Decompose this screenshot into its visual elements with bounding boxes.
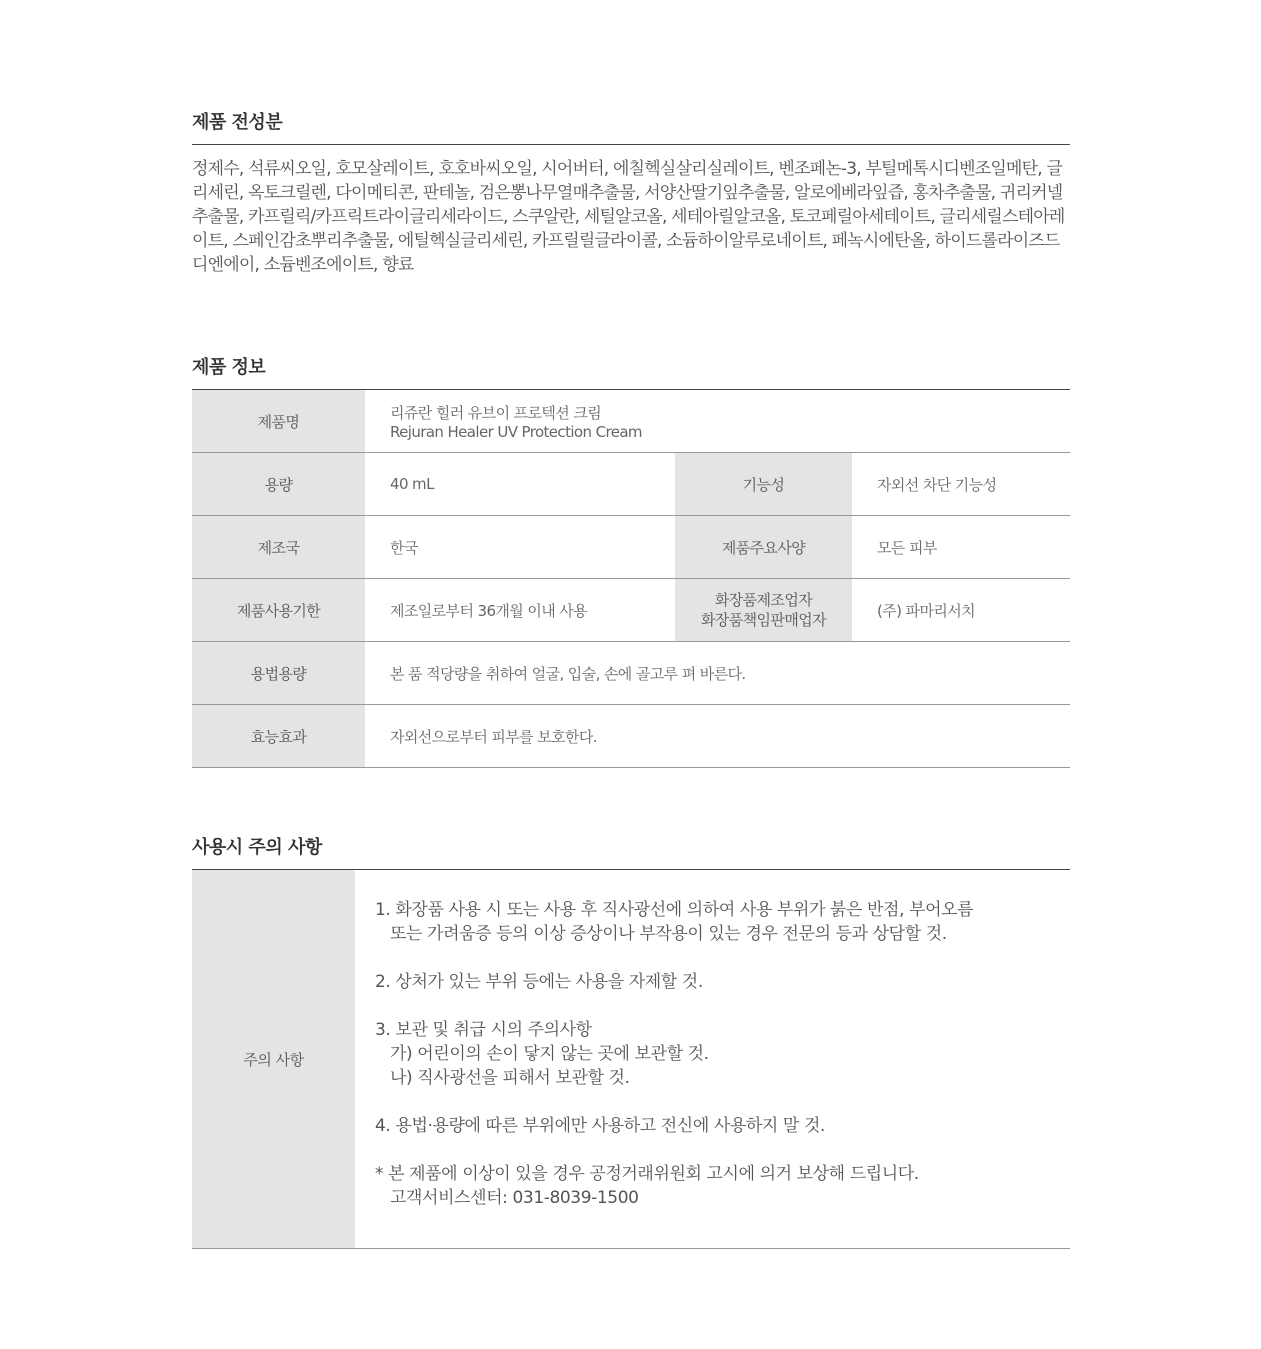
maker-label-line2: 화장품책임판매업자 <box>700 611 826 629</box>
product-name-ko: 리쥬란 힐러 유브이 프로텍션 크림 <box>390 403 602 422</box>
volume-label: 용량 <box>192 453 365 516</box>
caution-item-4-line-1: 4. 용법·용량에 따른 부위에만 사용하고 전신에 사용하지 말 것. <box>375 1116 825 1136</box>
caution-item-3-line-1: 3. 보관 및 취급 시의 주의사항 <box>375 1020 592 1040</box>
caution-item-4 <box>375 1114 973 1138</box>
caution-item-1-line-1: 1. 화장품 사용 시 또는 사용 후 직사광선에 의하여 사용 부위가 붉은 반점, 부어오름 <box>375 900 974 920</box>
ingredients-title: 제품 전성분 <box>192 108 1070 145</box>
spec-label: 제품주요사양 <box>675 516 852 579</box>
usage-value: 본 품 적당량을 취하여 얼굴, 입술, 손에 골고루 펴 바른다. <box>365 642 1070 705</box>
effect-label: 효능효과 <box>192 705 365 768</box>
table-row <box>192 579 1070 642</box>
table-row <box>192 705 1070 768</box>
volume-value: 40 mL <box>365 453 675 516</box>
caution-label: 주의 사항 <box>192 870 355 1248</box>
caution-item-2-line-1: 2. 상처가 있는 부위 등에는 사용을 자제할 것. <box>375 972 703 992</box>
caution-body <box>355 870 973 1248</box>
caution-note <box>375 1162 973 1210</box>
country-label: 제조국 <box>192 516 365 579</box>
caution-item-3-line-2: 가) 어린이의 손이 닿지 않는 곳에 보관할 것. <box>375 1044 709 1064</box>
table-row <box>192 390 1070 453</box>
table-row <box>192 453 1070 516</box>
caution-item-3-line-3: 나) 직사광선을 피해서 보관할 것. <box>375 1068 630 1088</box>
product-name-label: 제품명 <box>192 390 365 453</box>
table-row <box>192 642 1070 705</box>
caution-item-2 <box>375 970 973 994</box>
maker-label <box>675 579 852 642</box>
product-info-table <box>192 390 1070 768</box>
product-name-value <box>365 390 1070 453</box>
expiry-value: 제조일로부터 36개월 이내 사용 <box>365 579 675 642</box>
caution-item-1-line-2: 또는 가려움증 등의 이상 증상이나 부작용이 있는 경우 전문의 등과 상담할 것. <box>375 924 947 944</box>
expiry-label: 제품사용기한 <box>192 579 365 642</box>
caution-item-3 <box>375 1018 973 1090</box>
caution-title: 사용시 주의 사항 <box>192 833 1070 870</box>
ingredients-section <box>192 108 1070 277</box>
ingredients-text: 정제수, 석류씨오일, 호모살레이트, 호호바씨오일, 시어버터, 에칠헥실살리실레이트, 벤조페논-3, 부틸메톡시디벤조일메탄, 글리세린, 옥토크릴렌, 다이메티콘, 판테놀, 검은뽕나무열매추출물, 서양산딸기잎추출물, 알로에베라잎즙, 홍차추출물, 귀리커넬추출물, 카프릴릭/카프릭트라이글리세라이드, 스쿠알란, 세틸알코올, 세테아릴알코올, 토코페릴아세테이트, 글리세릴스테아레이트, 스페인감초뿌리추출물, 에틸헥실글리세린, 카프릴릴글라이콜, 소듐하이알루로네이트, 페녹시에탄올, 하이드롤라이즈드디엔에이, 소듐벤조에이트, 향료 <box>192 159 1065 275</box>
function-label: 기능성 <box>675 453 852 516</box>
effect-value: 자외선으로부터 피부를 보호한다. <box>365 705 1070 768</box>
usage-label: 용법용량 <box>192 642 365 705</box>
caution-row <box>192 870 1070 1249</box>
function-value: 자외선 차단 기능성 <box>852 453 1070 516</box>
caution-section <box>192 833 1070 1249</box>
caution-note-line-1: * 본 제품에 이상이 있을 경우 공정거래위원회 고시에 의거 보상해 드립니다. <box>375 1164 919 1184</box>
maker-value: (주) 파마리서치 <box>852 579 1070 642</box>
product-info-section <box>192 353 1070 768</box>
country-value: 한국 <box>365 516 675 579</box>
caution-note-line-2: 고객서비스센터: 031-8039-1500 <box>375 1188 639 1208</box>
product-name-en: Rejuran Healer UV Protection Cream <box>390 422 642 441</box>
maker-label-line1: 화장품제조업자 <box>714 591 813 609</box>
product-info-title: 제품 정보 <box>192 353 1070 390</box>
caution-item-1 <box>375 898 973 946</box>
spec-value: 모든 피부 <box>852 516 1070 579</box>
table-row <box>192 516 1070 579</box>
